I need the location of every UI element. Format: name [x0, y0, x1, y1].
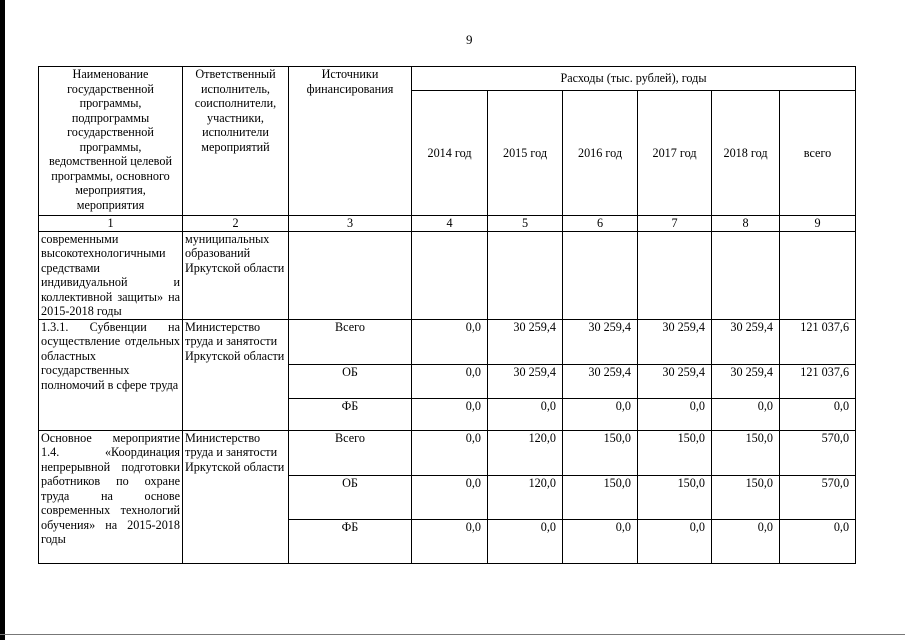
- value-total: 0,0: [780, 398, 856, 430]
- value-2014: 0,0: [412, 319, 488, 364]
- scan-left-edge: [0, 0, 5, 640]
- continuation-row: [39, 231, 856, 319]
- value-2017: 150,0: [638, 475, 712, 519]
- header-responsible-col: Ответственный исполнитель, соисполнители, участники, исполнители мероприятий: [183, 67, 289, 216]
- header-total: всего: [780, 91, 856, 216]
- value-2018: 0,0: [712, 519, 780, 563]
- value-2014: 0,0: [412, 475, 488, 519]
- expenses-table: [38, 66, 856, 564]
- funding-source: Всего: [289, 430, 412, 475]
- page-number: 9: [466, 32, 473, 47]
- value-2014: 0,0: [412, 519, 488, 563]
- value-2015: 30 259,4: [488, 319, 563, 364]
- value-total: 0,0: [780, 519, 856, 563]
- scan-bottom-edge: [0, 634, 905, 635]
- continuation-responsible: муниципальных образований Иркутской области: [183, 231, 289, 319]
- value-2018: 150,0: [712, 475, 780, 519]
- value-2014: 0,0: [412, 398, 488, 430]
- table-row: [39, 430, 856, 475]
- value-2017: 30 259,4: [638, 364, 712, 398]
- program-responsible: Министерство труда и занятости Иркутской области: [183, 319, 289, 430]
- col-number: 6: [563, 216, 638, 232]
- funding-source: ФБ: [289, 398, 412, 430]
- program-name: 1.3.1. Субвенции на осуществление отдельных областных государственных полномочий в сфере труда: [39, 319, 183, 430]
- value-2015: 120,0: [488, 475, 563, 519]
- funding-source: ОБ: [289, 364, 412, 398]
- continuation-name: современными высокотехнологичными средствами индивидуальной и коллективной защиты» на 2015-2018 годы: [39, 231, 183, 319]
- value-2016: 30 259,4: [563, 364, 638, 398]
- col-number: 1: [39, 216, 183, 232]
- value-total: 121 037,6: [780, 319, 856, 364]
- value-2017: 150,0: [638, 430, 712, 475]
- program-responsible: Министерство труда и занятости Иркутской области: [183, 430, 289, 563]
- column-numbers-row: [39, 216, 856, 232]
- col-number: 5: [488, 216, 563, 232]
- funding-source: ОБ: [289, 475, 412, 519]
- value-2015: 0,0: [488, 519, 563, 563]
- value-2018: 150,0: [712, 430, 780, 475]
- col-number: 7: [638, 216, 712, 232]
- value-2017: 0,0: [638, 519, 712, 563]
- header-year-2016: 2016 год: [563, 91, 638, 216]
- value-2017: 0,0: [638, 398, 712, 430]
- header-year-2014: 2014 год: [412, 91, 488, 216]
- value-2018: 30 259,4: [712, 364, 780, 398]
- value-2018: 30 259,4: [712, 319, 780, 364]
- value-2014: 0,0: [412, 364, 488, 398]
- value-2015: 120,0: [488, 430, 563, 475]
- table-row: [39, 319, 856, 364]
- header-sources-col: Источники финансирования: [289, 67, 412, 216]
- header-year-2018: 2018 год: [712, 91, 780, 216]
- header-year-2015: 2015 год: [488, 91, 563, 216]
- value-total: 121 037,6: [780, 364, 856, 398]
- funding-source: Всего: [289, 319, 412, 364]
- value-2015: 0,0: [488, 398, 563, 430]
- col-number: 9: [780, 216, 856, 232]
- col-number: 8: [712, 216, 780, 232]
- value-2016: 150,0: [563, 430, 638, 475]
- col-number: 4: [412, 216, 488, 232]
- col-number: 3: [289, 216, 412, 232]
- value-2016: 0,0: [563, 398, 638, 430]
- program-name: Основное мероприятие 1.4. «Координация непрерывной подготовки работников по охране труда на основе современных технологий обучения» на 2015-2018 годы: [39, 430, 183, 563]
- header-year-2017: 2017 год: [638, 91, 712, 216]
- value-2016: 30 259,4: [563, 319, 638, 364]
- value-total: 570,0: [780, 475, 856, 519]
- col-number: 2: [183, 216, 289, 232]
- funding-source: ФБ: [289, 519, 412, 563]
- value-2016: 0,0: [563, 519, 638, 563]
- value-total: 570,0: [780, 430, 856, 475]
- header-expenses-col: Расходы (тыс. рублей), годы: [412, 67, 856, 91]
- value-2017: 30 259,4: [638, 319, 712, 364]
- header-name-col: Наименование государственной программы, подпрограммы государственной программы, ведомственной целевой программы, основного мероприятия, мероприятия: [39, 67, 183, 216]
- value-2018: 0,0: [712, 398, 780, 430]
- value-2015: 30 259,4: [488, 364, 563, 398]
- value-2014: 0,0: [412, 430, 488, 475]
- value-2016: 150,0: [563, 475, 638, 519]
